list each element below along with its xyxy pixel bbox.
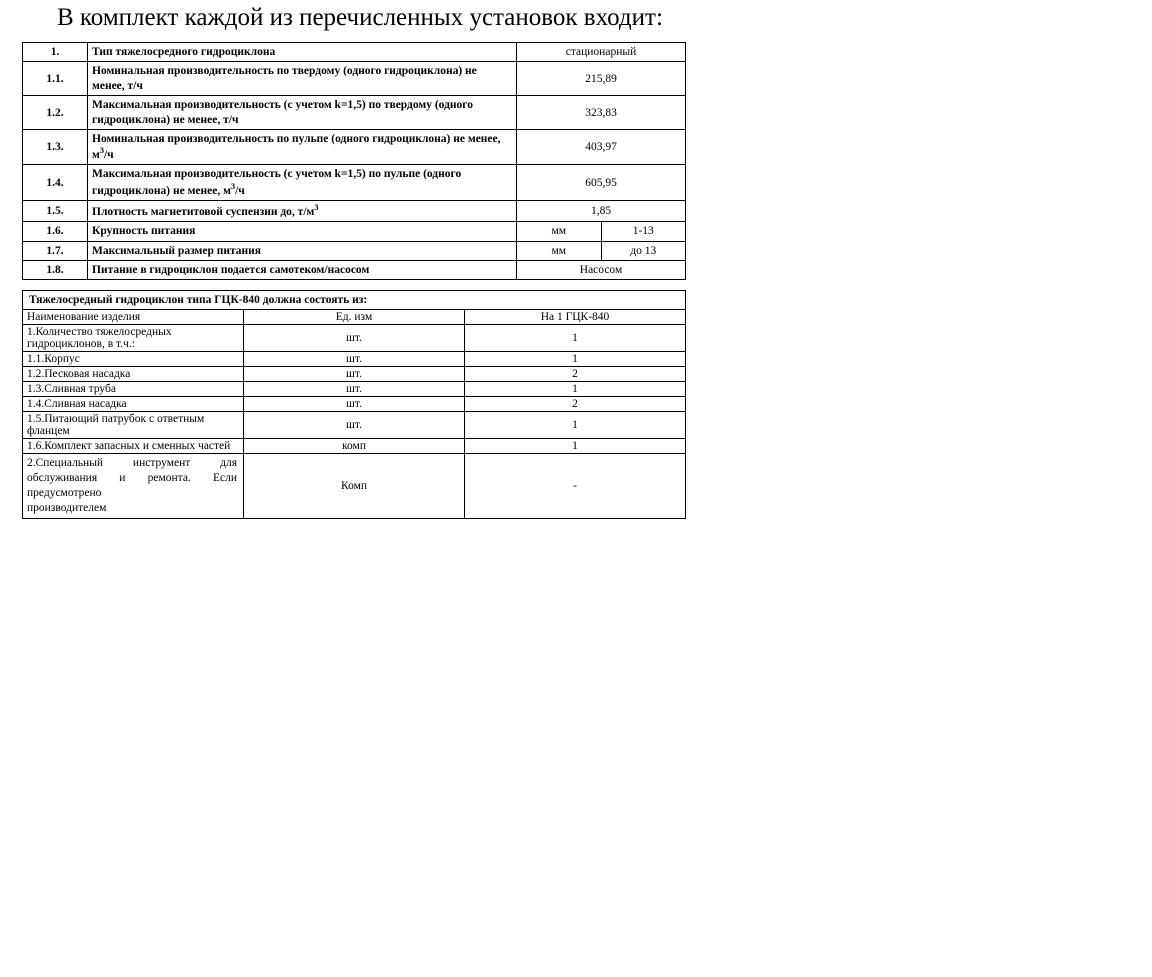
item-name: 1.5.Питающий патрубок с ответным фланцем	[23, 412, 244, 439]
item-unit: шт.	[244, 352, 465, 367]
table-row	[23, 165, 686, 201]
row-description: Крупность питания	[88, 222, 517, 241]
table-row	[23, 439, 686, 454]
row-value: стационарный	[517, 43, 686, 62]
row-number: 1.	[23, 43, 88, 62]
specifications-table-body	[23, 43, 686, 280]
item-name: 1.1.Корпус	[23, 352, 244, 367]
page-title: В комплект каждой из перечисленных установок входит:	[57, 4, 663, 31]
table-row	[23, 454, 686, 519]
item-name-line2: производителем	[27, 501, 107, 514]
composition-heading: Тяжелосредный гидроциклон типа ГЦК-840 должна состоять из:	[23, 291, 686, 310]
item-qty: 1	[465, 325, 686, 352]
row-value: 403,97	[517, 129, 686, 165]
item-unit: комп	[244, 439, 465, 454]
item-name	[23, 454, 244, 519]
column-header-unit: Ед. изм	[244, 310, 465, 325]
table-row	[23, 241, 686, 260]
row-number: 1.8.	[23, 260, 88, 279]
row-description: Тип тяжелосредного гидроциклона	[88, 43, 517, 62]
row-value: 323,83	[517, 96, 686, 130]
table-row	[23, 260, 686, 279]
item-unit: шт.	[244, 397, 465, 412]
row-description: Максимальный размер питания	[88, 241, 517, 260]
table-header-row	[23, 310, 686, 325]
row-value: 1-13	[601, 222, 686, 241]
item-name-line1: 2.Специальный инструмент для обслуживания и ремонта. Если предусмотрено	[27, 457, 237, 499]
item-name: 1.3.Сливная труба	[23, 382, 244, 397]
row-value: до 13	[601, 241, 686, 260]
row-value: 1,85	[517, 201, 686, 222]
table-row	[23, 62, 686, 96]
table-row	[23, 397, 686, 412]
table-heading-row	[23, 291, 686, 310]
composition-table-body	[23, 291, 686, 519]
row-number: 1.4.	[23, 165, 88, 201]
row-number: 1.7.	[23, 241, 88, 260]
row-number: 1.3.	[23, 129, 88, 165]
item-qty: 1	[465, 412, 686, 439]
table-row	[23, 222, 686, 241]
specifications-table	[22, 42, 686, 280]
row-description: Питание в гидроциклон подается самотеком/насосом	[88, 260, 517, 279]
item-name: 1.6.Комплект запасных и сменных частей	[23, 439, 244, 454]
table-row	[23, 412, 686, 439]
item-unit: шт.	[244, 325, 465, 352]
item-qty: 2	[465, 367, 686, 382]
item-name: 1.4.Сливная насадка	[23, 397, 244, 412]
row-description: Номинальная производительность по твердому (одного гидроциклона) не менее, т/ч	[88, 62, 517, 96]
table-row	[23, 325, 686, 352]
row-number: 1.2.	[23, 96, 88, 130]
row-number: 1.5.	[23, 201, 88, 222]
row-unit: мм	[517, 222, 602, 241]
row-unit: мм	[517, 241, 602, 260]
row-description: Максимальная производительность (с учетом k=1,5) по твердому (одного гидроциклона) не менее, т/ч	[88, 96, 517, 130]
row-description: Плотность магнетитовой суспензии до, $т/м^3$	[88, 201, 517, 222]
item-unit: шт.	[244, 367, 465, 382]
table-row	[23, 129, 686, 165]
item-qty: 2	[465, 397, 686, 412]
table-row	[23, 382, 686, 397]
row-description: Максимальная производительность (с учетом k=1,5) по пульпе (одного гидроциклона) не менее, $м^3/ч$	[88, 165, 517, 201]
table-row	[23, 96, 686, 130]
table-row	[23, 352, 686, 367]
item-qty: 1	[465, 439, 686, 454]
item-name: 1.2.Песковая насадка	[23, 367, 244, 382]
row-description: Номинальная производительность по пульпе (одного гидроциклона) не менее, $м^3/ч$	[88, 129, 517, 165]
column-header-qty: На 1 ГЦК-840	[465, 310, 686, 325]
composition-table	[22, 290, 686, 519]
item-qty: 1	[465, 352, 686, 367]
row-value: 605,95	[517, 165, 686, 201]
item-name: 1.Количество тяжелосредных гидроциклонов, в т.ч.:	[23, 325, 244, 352]
item-qty: -	[465, 454, 686, 519]
item-unit: Комп	[244, 454, 465, 519]
column-header-name: Наименование изделия	[23, 310, 244, 325]
row-number: 1.6.	[23, 222, 88, 241]
table-row	[23, 201, 686, 222]
item-unit: шт.	[244, 412, 465, 439]
item-qty: 1	[465, 382, 686, 397]
table-row	[23, 367, 686, 382]
row-value: Насосом	[517, 260, 686, 279]
row-number: 1.1.	[23, 62, 88, 96]
row-value: 215,89	[517, 62, 686, 96]
item-unit: шт.	[244, 382, 465, 397]
table-row	[23, 43, 686, 62]
